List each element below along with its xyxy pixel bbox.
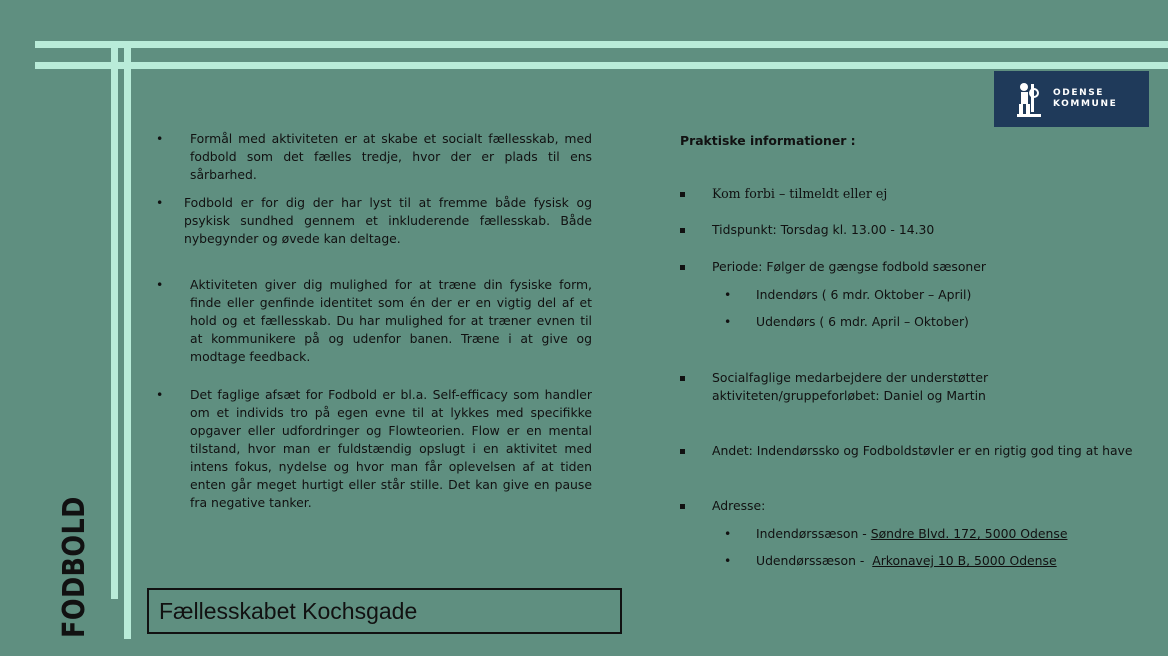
- bullet: •: [156, 387, 164, 402]
- square-bullet: [680, 376, 685, 381]
- odense-crest-icon: [1016, 79, 1042, 119]
- address-indoor: • Indendørssæson - Søndre Blvd. 172, 5000 Odense: [724, 526, 1068, 541]
- info-item-period: Periode: Følger de gængse fodbold sæsoner: [680, 258, 1150, 276]
- info-item-other: Andet: Indendørssko og Fodboldstøvler er en rigtig god ting at have: [680, 442, 1150, 460]
- decor-line-horizontal-bottom: [35, 62, 1168, 69]
- paragraph-text: Det faglige afsæt for Fodbold er bl.a. Self-efficacy som handler om et individs tro på egen evne til at lykkes med specifikke opgaver eller udfordringer og Flowteorien. Flow er en mental tilstand, hvor man er fuldstændig opslugt i en aktivitet med intens fokus, nydelse og hvor man får oplevelsen af at tiden enten går meget hurtigt eller står stille. Det kan give en pause fra negative tanker.: [190, 387, 592, 510]
- square-bullet: [680, 192, 685, 197]
- address-indoor-link[interactable]: Søndre Blvd. 172, 5000 Odense: [870, 526, 1068, 541]
- info-item-time: Tidspunkt: Torsdag kl. 13.00 - 14.30: [680, 221, 1150, 239]
- decor-line-horizontal-top: [35, 41, 1168, 48]
- info-item-drop-in: Kom forbi – tilmeldt eller ej: [680, 185, 1150, 203]
- bullet: •: [156, 195, 164, 210]
- logo-line-1: ODENSE: [1053, 88, 1105, 98]
- bullet: •: [156, 131, 164, 146]
- period-outdoor: • Udendørs ( 6 mdr. April – Oktober): [724, 314, 969, 329]
- paragraph-benefits: [150, 276, 592, 366]
- square-bullet: [680, 228, 685, 233]
- paragraph-text: Fodbold er for dig der har lyst til at fremme både fysisk og psykisk sundhed gennem et inkluderende fællesskab. Både nybegynder og øvede kan deltage.: [184, 195, 592, 246]
- square-bullet: [680, 265, 685, 270]
- info-item-address: Adresse:: [680, 497, 1150, 515]
- paragraph-text: Aktiviteten giver dig mulighed for at træne din fysiske form, finde eller genfinde identitet som én der er en vigtig del af et hold og et fællesskab. Du har mulighed for at træner evnen til at kommunikere på og udenfor banen. Træne i at give og modtage feedback.: [190, 277, 592, 364]
- paragraph-audience: [150, 194, 592, 248]
- square-bullet: [680, 449, 685, 454]
- odense-kommune-logo: [994, 71, 1149, 127]
- address-outdoor-link[interactable]: Arkonavej 10 B, 5000 Odense: [872, 553, 1057, 568]
- logo-line-2: KOMMUNE: [1053, 99, 1118, 109]
- address-outdoor: • Udendørssæson - Arkonavej 10 B, 5000 Odense: [724, 553, 1057, 568]
- footer-title: Fællesskabet Kochsgade: [159, 598, 418, 624]
- side-title: FODBOLD: [57, 496, 92, 638]
- paragraph-text: Formål med aktiviteten er at skabe et socialt fællesskab, med fodbold som det fælles tredje, hvor der er plads til ens sårbarhed.: [190, 131, 592, 182]
- paragraph-purpose: [150, 130, 592, 184]
- practical-info-heading: Praktiske informationer :: [680, 133, 856, 148]
- period-indoor: • Indendørs ( 6 mdr. Oktober – April): [724, 287, 972, 302]
- paragraph-theory: [150, 386, 592, 512]
- square-bullet: [680, 504, 685, 509]
- decor-line-vertical-right: [124, 41, 131, 639]
- footer-title-box: [147, 588, 622, 634]
- info-item-staff: Socialfaglige medarbejdere der understøtter aktiviteten/gruppeforløbet: Daniel og Martin: [680, 369, 1150, 405]
- decor-line-vertical-left: [111, 41, 118, 599]
- bullet: •: [156, 277, 164, 292]
